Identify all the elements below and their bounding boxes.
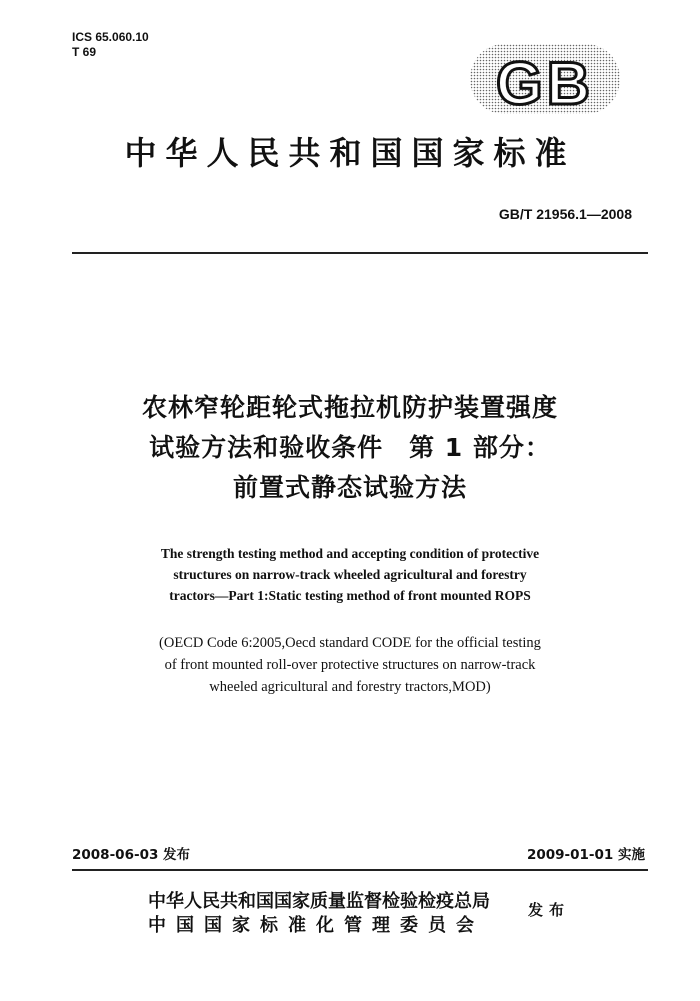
ics-code: ICS 65.060.10 [72,30,149,44]
gb-logo-text: GB [496,50,594,114]
publish-action: 发布 [528,901,571,919]
bottom-divider [72,869,648,871]
oecd-reference [60,632,640,698]
publisher-line-1: 中华人民共和国国家质量监督检验检疫总局 [148,891,490,912]
publisher-block [148,890,490,938]
chinese-title-line-2: 试验方法和验收条件 第 1 部分： [149,433,551,462]
oecd-line-1: (OECD Code 6:2005,Oecd standard CODE for the official testing [159,635,541,651]
english-title-line-3: tractors—Part 1:Static testing method of front mounted ROPS [169,588,531,603]
publisher-line-2: 中国国家标准化管理委员会 [148,915,484,936]
national-standard-heading: 中华人民共和国国家标准 [124,134,576,172]
chinese-title-line-1: 农林窄轮距轮式拖拉机防护装置强度 [141,393,558,422]
issue-date: 2008-06-03 发布 [72,847,191,863]
gb-logo [470,44,620,114]
implementation-date: 2009-01-01 实施 [526,847,645,863]
standard-number: GB/T 21956.1—2008 [498,206,632,222]
chinese-title-line-3: 前置式静态试验方法 [232,473,467,502]
ccs-code: T 69 [72,45,97,59]
top-divider [72,252,648,254]
chinese-title [40,388,660,508]
english-title-line-1: The strength testing method and accepting condition of protective [160,546,540,561]
ics-code-block [72,30,149,60]
oecd-line-3: wheeled agricultural and forestry tractors,MOD) [209,679,491,695]
oecd-line-2: of front mounted roll-over protective structures on narrow-track [164,657,536,673]
english-title-line-2: structures on narrow-track wheeled agricultural and forestry [173,567,527,582]
english-title [60,543,640,606]
